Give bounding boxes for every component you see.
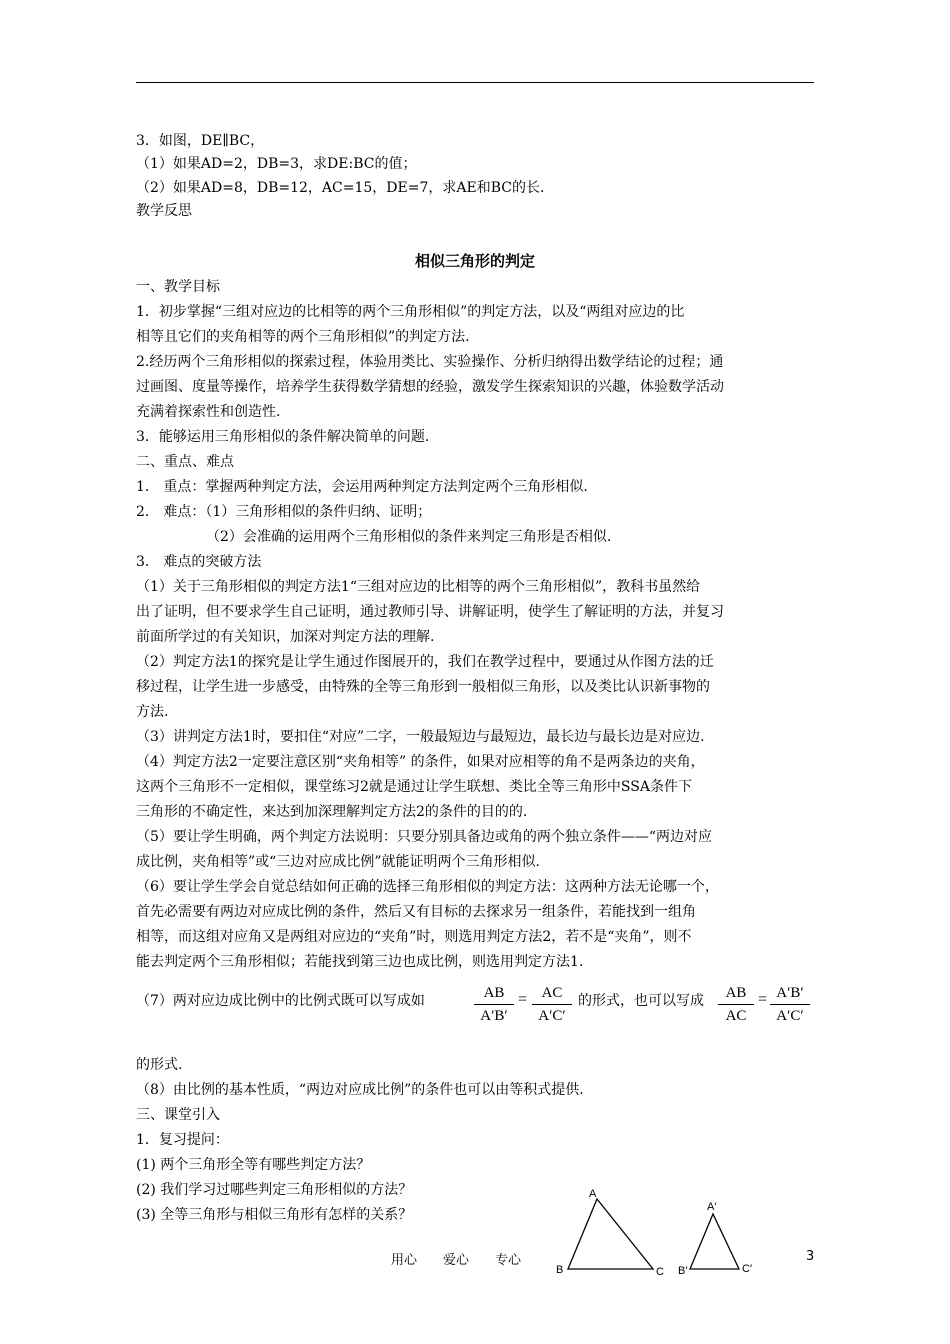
vertex-label-a: A xyxy=(589,1188,597,1200)
text-line: （5）要让学生明确，两个判定方法说明：只要分别具备边或角的两个独立条件——“两边对应 xyxy=(136,829,713,845)
fraction-denominator: AC xyxy=(725,1008,747,1024)
text-line: 2． 难点：（1）三角形相似的条件归纳、证明； xyxy=(136,504,432,520)
text-line: 能去判定两个三角形相似；若能找到第三边也成比例，则选用判定方法1. xyxy=(136,954,584,970)
text-line: 过画图、度量等操作，培养学生获得数学猜想的经验，激发学生探索知识的兴趣，体验数学活动 xyxy=(136,379,724,395)
item7-prefix: （7）两对应边成比例中的比例式既可以写成如 xyxy=(136,993,425,1009)
heading-objectives: 一、教学目标 xyxy=(136,279,220,295)
text-line: 充满着探索性和创造性. xyxy=(136,404,281,420)
fraction-a1b1-over-a1c1 xyxy=(770,984,810,1025)
fraction-ab-over-a1b1 xyxy=(474,984,514,1025)
vertex-label-b-prime: B′ xyxy=(678,1265,688,1277)
triangle-a1b1c1 xyxy=(690,1214,739,1269)
text-line: 3． 难点的突破方法 xyxy=(136,554,262,570)
page-number: 3 xyxy=(806,1249,815,1264)
question-3: (3) 全等三角形与相似三角形有怎样的关系？ xyxy=(136,1207,413,1223)
text-line: 出了证明，但不要求学生自己证明，通过教师引导、讲解证明，使学生了解证明的方法，并复习 xyxy=(136,604,724,620)
vertex-label-c-prime: C′ xyxy=(742,1263,753,1275)
fraction-ab-over-ac xyxy=(718,984,754,1025)
problem-3-part1: （1）如果AD=2，DB=3，求DE:BC的值； xyxy=(136,156,417,172)
teaching-reflection: 教学反思 xyxy=(136,203,192,219)
section-title: 相似三角形的判定 xyxy=(414,252,535,270)
fraction-denominator: A′C′ xyxy=(776,1008,804,1024)
fraction-ac-over-a1c1 xyxy=(532,984,572,1025)
fraction-numerator: AB xyxy=(483,985,505,1001)
vertex-label-a-prime: A′ xyxy=(707,1201,717,1213)
text-line: （6）要让学生学会自觉总结如何正确的选择三角形相似的判定方法：这两种方法无论哪一个， xyxy=(136,879,719,895)
text-line: （3）讲判定方法1时，要扣住“对应”二字，一般最短边与最短边，最长边与最长边是对应边. xyxy=(136,729,705,745)
text-line: 这两个三角形不一定相似，课堂练习2就是通过让学生联想、类比全等三角形中SSA条件下 xyxy=(136,779,692,795)
heading-introduction: 三、课堂引入 xyxy=(136,1107,220,1123)
item7-suffix: 的形式. xyxy=(136,1057,183,1073)
text-line: 相等，而这组对应角又是两组对应边的“夹角”时，则选用判定方法2，若不是“夹角”，则不 xyxy=(136,929,692,945)
fraction-numerator: A′B′ xyxy=(776,985,804,1001)
problem-3-part2: （2）如果AD=8，DB=12，AC=15，DE=7，求AE和BC的长． xyxy=(136,180,554,196)
text-line: 2.经历两个三角形相似的探索过程，体验用类比、实验操作、分析归纳得出数学结论的过程；通 xyxy=(136,354,724,370)
item7-mid: 的形式，也可以写成 xyxy=(578,993,704,1009)
text-line: 前面所学过的有关知识，加深对判定方法的理解. xyxy=(136,629,435,645)
text-line: （2）会准确的运用两个三角形相似的条件来判定三角形是否相似. xyxy=(206,529,612,545)
vertex-label-b: B xyxy=(556,1264,564,1276)
fraction-numerator: AC xyxy=(541,985,563,1001)
fraction-numerator: AB xyxy=(725,985,747,1001)
text-line: 移过程，让学生进一步感受，由特殊的全等三角形到一般相似三角形，以及类比认识新事物的 xyxy=(136,679,710,695)
text-line: 方法. xyxy=(136,704,169,720)
text-line: 1． 重点：掌握两种判定方法，会运用两种判定方法判定两个三角形相似. xyxy=(136,479,588,495)
text-line: （2）判定方法1的探究是让学生通过作图展开的，我们在教学过程中，要通过从作图方法的迁 xyxy=(136,654,714,670)
text-line: （1）关于三角形相似的判定方法1“三组对应边的比相等的两个三角形相似”，教科书虽然给 xyxy=(136,579,701,595)
problem-3-line: 3．如图，DE∥BC， xyxy=(136,133,265,149)
text-line: 1．复习提问： xyxy=(136,1132,229,1148)
footer-motto: 用心 爱心 专心 xyxy=(391,1253,522,1268)
similar-triangles-figure xyxy=(550,1185,790,1280)
header-rule xyxy=(136,82,814,83)
question-1: (1) 两个三角形全等有哪些判定方法？ xyxy=(136,1157,371,1173)
vertex-label-c: C xyxy=(656,1266,664,1278)
text-line: （8）由比例的基本性质，“两边对应成比例”的条件也可以由等积式提供. xyxy=(136,1082,584,1098)
text-line: 相等且它们的夹角相等的两个三角形相似”的判定方法. xyxy=(136,329,470,345)
fraction-denominator: A′B′ xyxy=(480,1008,508,1024)
fraction-denominator: A′C′ xyxy=(538,1008,566,1024)
text-line: 1．初步掌握“三组对应边的比相等的两个三角形相似”的判定方法，以及“两组对应边的比 xyxy=(136,304,685,320)
text-line: （4）判定方法2一定要注意区别“夹角相等” 的条件，如果对应相等的角不是两条边的夹角， xyxy=(136,754,705,770)
text-line: 首先必需要有两边对应成比例的条件，然后又有目标的去探求另一组条件，若能找到一组角 xyxy=(136,904,696,920)
equals-sign: = xyxy=(758,991,768,1008)
text-line: 3．能够运用三角形相似的条件解决简单的问题. xyxy=(136,429,430,445)
equals-sign: = xyxy=(518,991,528,1008)
text-line: 三角形的不确定性，来达到加深理解判定方法2的条件的目的的. xyxy=(136,804,528,820)
triangle-abc xyxy=(568,1199,653,1269)
question-2: (2) 我们学习过哪些判定三角形相似的方法？ xyxy=(136,1182,413,1198)
heading-key-points: 二、重点、难点 xyxy=(136,454,234,470)
text-line: 成比例，夹角相等”或“三边对应成比例”就能证明两个三角形相似. xyxy=(136,854,540,870)
